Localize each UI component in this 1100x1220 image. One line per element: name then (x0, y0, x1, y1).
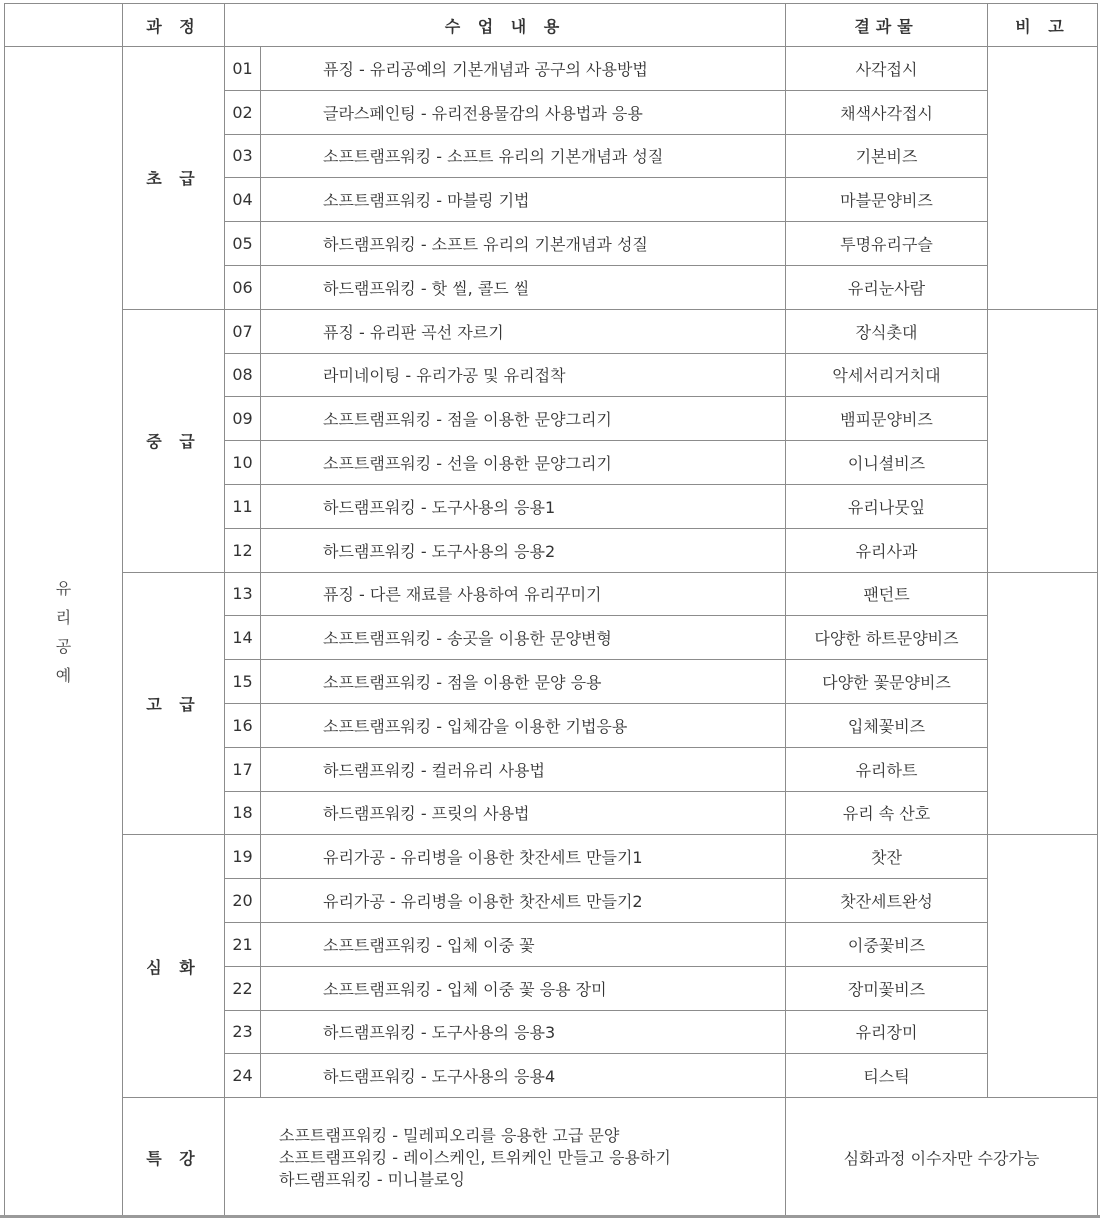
lesson-number: 03 (225, 134, 261, 178)
lesson-number: 14 (225, 616, 261, 660)
lesson-number: 06 (225, 265, 261, 309)
lesson-number: 01 (225, 47, 261, 91)
lesson-content: 하드램프워킹 - 도구사용의 응용4 (261, 1054, 786, 1098)
lesson-result: 유리눈사람 (786, 265, 988, 309)
lesson-content: 하드램프워킹 - 도구사용의 응용3 (261, 1010, 786, 1054)
lesson-number: 10 (225, 441, 261, 485)
lesson-content: 하드램프워킹 - 핫 씰, 콜드 씰 (261, 265, 786, 309)
note-cell (988, 835, 1098, 1098)
lesson-result: 이니셜비즈 (786, 441, 988, 485)
lesson-result: 투명유리구슬 (786, 222, 988, 266)
level-label-deep: 심 화 (123, 835, 225, 1098)
level-label-intermediate: 중 급 (123, 309, 225, 572)
lesson-content: 소프트램프워킹 - 선을 이용한 문양그리기 (261, 441, 786, 485)
lesson-number: 15 (225, 660, 261, 704)
lesson-result: 마블문양비즈 (786, 178, 988, 222)
note-cell (988, 47, 1098, 310)
lesson-content: 하드램프워킹 - 도구사용의 응용1 (261, 484, 786, 528)
category-cell (5, 47, 123, 1218)
special-line: 하드램프워킹 - 미니블로잉 (279, 1169, 465, 1189)
header-note: 비 고 (988, 4, 1098, 47)
level-label-special: 특 강 (123, 1098, 225, 1218)
lesson-number: 04 (225, 178, 261, 222)
table-row (5, 572, 1098, 616)
level-label-advanced: 고 급 (123, 572, 225, 835)
lesson-result: 찻잔 (786, 835, 988, 879)
lesson-content: 소프트램프워킹 - 점을 이용한 문양 응용 (261, 660, 786, 704)
lesson-number: 07 (225, 309, 261, 353)
lesson-result: 찻잔세트완성 (786, 879, 988, 923)
lesson-result: 사각접시 (786, 47, 988, 91)
special-row (5, 1098, 1098, 1218)
lesson-result: 입체꽃비즈 (786, 703, 988, 747)
lesson-content: 소프트램프워킹 - 송곳을 이용한 문양변형 (261, 616, 786, 660)
lesson-number: 23 (225, 1010, 261, 1054)
header-course: 과 정 (123, 4, 225, 47)
special-line: 소프트램프워킹 - 밀레피오리를 응용한 고급 문양 (279, 1125, 620, 1145)
lesson-number: 18 (225, 791, 261, 835)
lesson-content: 소프트램프워킹 - 점을 이용한 문양그리기 (261, 397, 786, 441)
lesson-content: 하드램프워킹 - 소프트 유리의 기본개념과 성질 (261, 222, 786, 266)
lesson-result: 다양한 하트문양비즈 (786, 616, 988, 660)
note-cell (988, 572, 1098, 835)
lesson-result: 유리장미 (786, 1010, 988, 1054)
lesson-result: 티스틱 (786, 1054, 988, 1098)
lesson-content: 퓨징 - 다른 재료를 사용하여 유리꾸미기 (261, 572, 786, 616)
lesson-number: 05 (225, 222, 261, 266)
lesson-number: 11 (225, 484, 261, 528)
header-row (5, 4, 1098, 47)
lesson-number: 21 (225, 922, 261, 966)
header-result: 결과물 (786, 4, 988, 47)
lesson-number: 17 (225, 747, 261, 791)
lesson-result: 악세서리거치대 (786, 353, 988, 397)
table-row (5, 47, 1098, 91)
category-char: 리 (55, 608, 72, 628)
lesson-content: 퓨징 - 유리판 곡선 자르기 (261, 309, 786, 353)
lesson-content: 하드램프워킹 - 프릿의 사용법 (261, 791, 786, 835)
lesson-content: 라미네이팅 - 유리가공 및 유리접착 (261, 353, 786, 397)
lesson-content: 하드램프워킹 - 도구사용의 응용2 (261, 528, 786, 572)
lesson-content: 글라스페인팅 - 유리전용물감의 사용법과 응용 (261, 90, 786, 134)
lesson-number: 16 (225, 703, 261, 747)
lesson-content: 유리가공 - 유리병을 이용한 찻잔세트 만들기1 (261, 835, 786, 879)
lesson-number: 09 (225, 397, 261, 441)
header-category (5, 4, 123, 47)
special-line: 소프트램프워킹 - 레이스케인, 트위케인 만들고 응용하기 (279, 1147, 671, 1167)
table-row (5, 835, 1098, 879)
curriculum-table (4, 3, 1098, 1218)
lesson-result: 채색사각접시 (786, 90, 988, 134)
lesson-content: 소프트램프워킹 - 소프트 유리의 기본개념과 성질 (261, 134, 786, 178)
lesson-result: 유리사과 (786, 528, 988, 572)
lesson-result: 유리나뭇잎 (786, 484, 988, 528)
lesson-number: 20 (225, 879, 261, 923)
lesson-result: 다양한 꽃문양비즈 (786, 660, 988, 704)
header-content: 수 업 내 용 (225, 4, 786, 47)
category-char: 예 (55, 666, 72, 686)
lesson-number: 08 (225, 353, 261, 397)
lesson-result: 장미꽃비즈 (786, 966, 988, 1010)
table-row (5, 309, 1098, 353)
bottom-divider (0, 1215, 1100, 1218)
lesson-result: 기본비즈 (786, 134, 988, 178)
lesson-result: 유리 속 산호 (786, 791, 988, 835)
special-content (225, 1098, 786, 1218)
category-char: 유 (55, 579, 72, 599)
lesson-number: 24 (225, 1054, 261, 1098)
note-cell (988, 309, 1098, 572)
lesson-result: 장식촛대 (786, 309, 988, 353)
lesson-content: 유리가공 - 유리병을 이용한 찻잔세트 만들기2 (261, 879, 786, 923)
lesson-number: 12 (225, 528, 261, 572)
lesson-content: 하드램프워킹 - 컬러유리 사용법 (261, 747, 786, 791)
lesson-number: 22 (225, 966, 261, 1010)
lesson-content: 소프트램프워킹 - 입체 이중 꽃 (261, 922, 786, 966)
lesson-number: 19 (225, 835, 261, 879)
lesson-result: 뱀피문양비즈 (786, 397, 988, 441)
lesson-result: 이중꽃비즈 (786, 922, 988, 966)
lesson-result: 유리하트 (786, 747, 988, 791)
lesson-content: 퓨징 - 유리공예의 기본개념과 공구의 사용방법 (261, 47, 786, 91)
special-result: 심화과정 이수자만 수강가능 (786, 1098, 1098, 1218)
category-char: 공 (55, 637, 72, 657)
lesson-number: 02 (225, 90, 261, 134)
lesson-content: 소프트램프워킹 - 마블링 기법 (261, 178, 786, 222)
lesson-content: 소프트램프워킹 - 입체 이중 꽃 응용 장미 (261, 966, 786, 1010)
level-label-beginner: 초 급 (123, 47, 225, 310)
lesson-result: 팬던트 (786, 572, 988, 616)
lesson-number: 13 (225, 572, 261, 616)
lesson-content: 소프트램프워킹 - 입체감을 이용한 기법응용 (261, 703, 786, 747)
